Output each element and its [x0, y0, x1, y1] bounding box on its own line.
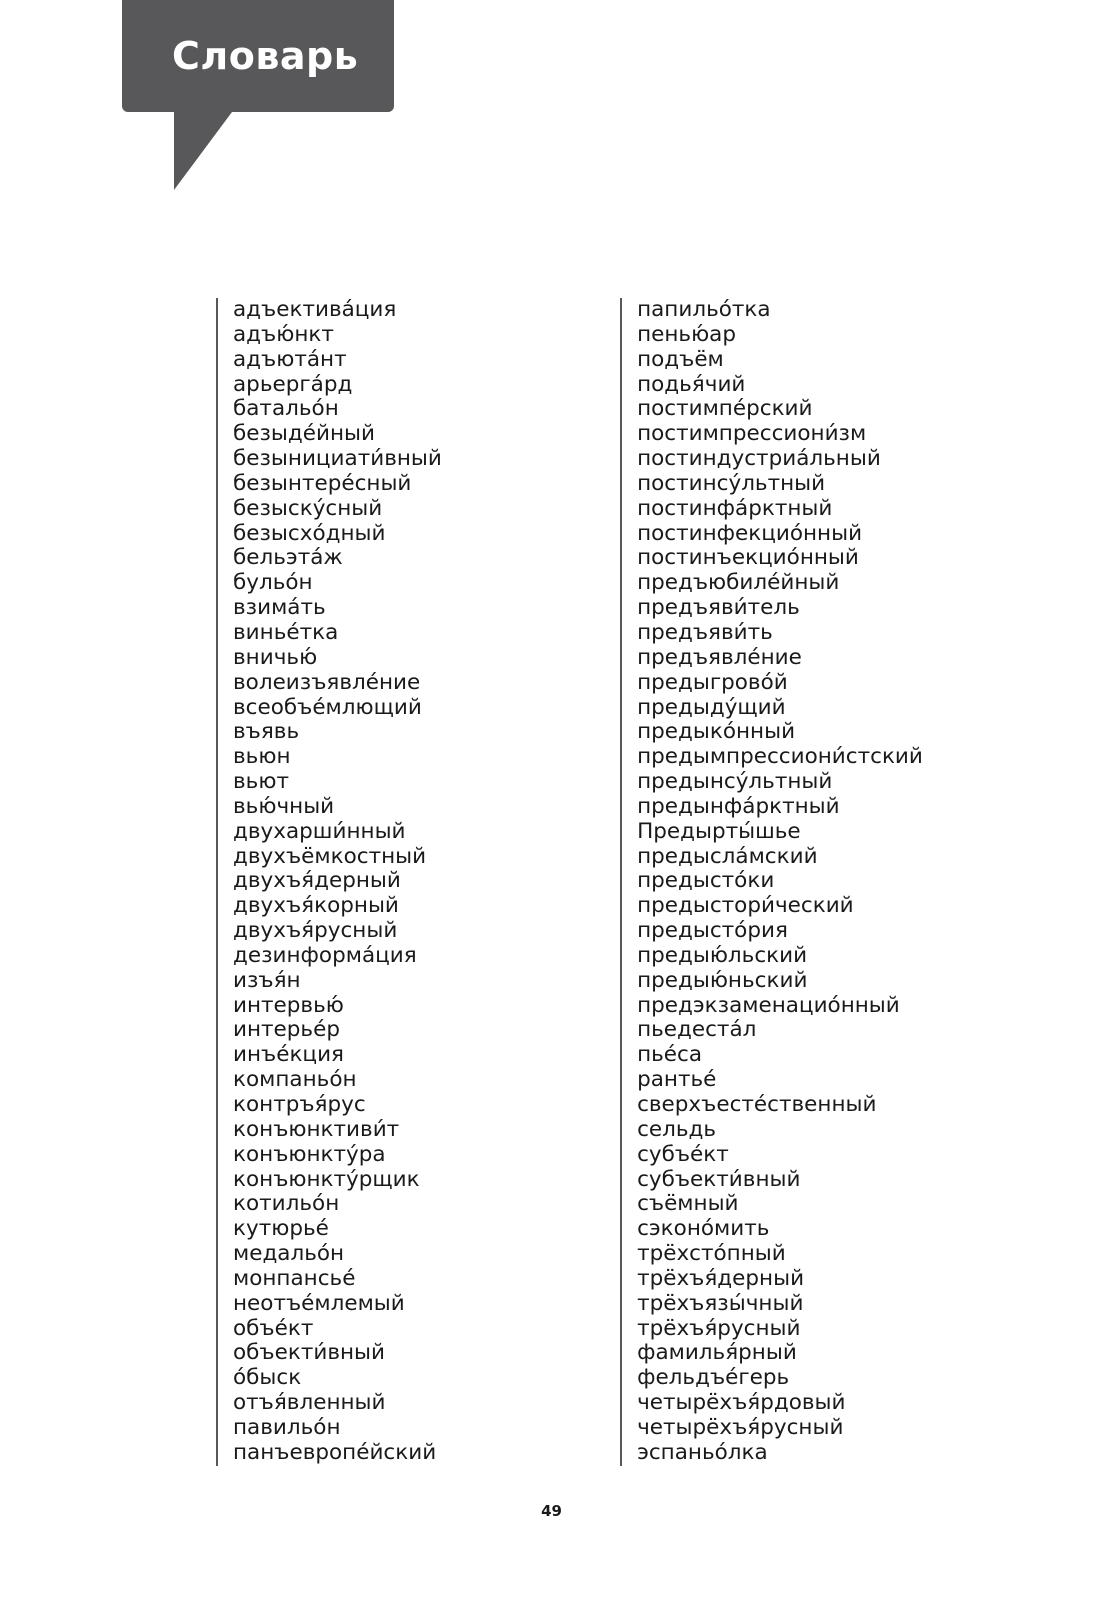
word-entry: въявь: [233, 719, 300, 745]
word-entry: арьерга́рд: [233, 371, 353, 397]
word-entry: вьюн: [233, 744, 291, 770]
word-entry: интервью́: [233, 992, 344, 1018]
word-entry: безыску́сный: [233, 495, 383, 521]
word-entry: батальо́н: [233, 396, 339, 422]
word-entry: дезинформа́ция: [233, 942, 417, 968]
word-entry: безыде́йный: [233, 421, 375, 447]
word-entry: адъюта́нт: [233, 346, 347, 372]
word-entry: двухарши́нный: [233, 818, 406, 844]
word-entry: объекти́вный: [233, 1340, 385, 1366]
word-entry: вничью́: [233, 644, 318, 670]
word-entry: предысто́рия: [637, 918, 788, 944]
word-entry: предыю́льский: [637, 942, 808, 968]
word-entry: двухъя́корный: [233, 893, 399, 919]
word-entry: конъюнктиви́т: [233, 1116, 400, 1142]
word-entry: пье́са: [637, 1042, 703, 1068]
word-entry: павильо́н: [233, 1414, 341, 1440]
word-entry: сверхъесте́ственный: [637, 1092, 877, 1117]
word-entry: бульо́н: [233, 570, 313, 596]
word-entry: безынтере́сный: [233, 470, 412, 496]
word-entry: предынсу́льтный: [637, 769, 833, 795]
page-number: 49: [541, 1502, 562, 1520]
word-entry: интерье́р: [233, 1017, 340, 1043]
word-entry: трёхъя́дерный: [637, 1265, 805, 1291]
word-entry: четырёхъя́русный: [637, 1414, 844, 1440]
word-entry: папильо́тка: [637, 297, 771, 322]
word-entry: волеизъявле́ние: [233, 669, 421, 695]
word-entry: субъекти́вный: [637, 1166, 801, 1192]
word-entry: кутюрье́: [233, 1216, 329, 1242]
word-entry: двухъёмкостный: [233, 843, 427, 869]
word-entry: четырёхъя́рдовый: [637, 1390, 846, 1416]
word-entry: двухъя́русный: [233, 918, 398, 944]
word-entry: предысла́мский: [637, 843, 818, 869]
word-entry: пьедеста́л: [637, 1017, 757, 1043]
word-entry: рантье́: [637, 1067, 717, 1093]
word-entry: постинфа́рктный: [637, 495, 833, 521]
word-entry: фамилья́рный: [637, 1340, 797, 1366]
word-entry: безысхо́дный: [233, 520, 386, 546]
word-entry: Предырты́шье: [637, 818, 801, 844]
header-bubble: [122, 0, 394, 112]
word-entry: предыстори́ческий: [637, 893, 854, 919]
word-entry: трёхъязы́чный: [637, 1290, 804, 1316]
word-entry: постиндустриа́льный: [637, 446, 881, 472]
word-entry: предыю́ньский: [637, 967, 808, 993]
word-entry: предыко́нный: [637, 719, 796, 745]
word-entry: предъяви́тель: [637, 595, 800, 621]
word-entry: фельдъе́герь: [637, 1365, 790, 1391]
word-entry: конъюнкту́ра: [233, 1141, 386, 1167]
word-entry: изъя́н: [233, 967, 301, 993]
word-entry: отъя́вленный: [233, 1390, 386, 1416]
word-entry: субъе́кт: [637, 1141, 729, 1167]
word-entry: котильо́н: [233, 1191, 340, 1217]
header-callout: [122, 0, 394, 190]
word-entry: вьют: [233, 769, 289, 795]
word-entry: подья́чий: [637, 371, 746, 397]
word-entry: монпансье́: [233, 1265, 356, 1291]
word-entry: сельдь: [637, 1116, 717, 1142]
word-entry: безынициати́вный: [233, 446, 442, 472]
word-entry: постинфекцио́нный: [637, 520, 863, 546]
word-entry: предыгрово́й: [637, 669, 788, 695]
word-entry: неотъе́млемый: [233, 1290, 405, 1316]
word-entry: винье́тка: [233, 619, 339, 645]
word-entry: постимпрессиони́зм: [637, 421, 867, 447]
word-entry: постинсу́льтный: [637, 470, 826, 496]
word-entry: двухъя́дерный: [233, 868, 401, 894]
word-entry: трёхъя́русный: [637, 1315, 801, 1341]
word-entry: адъю́нкт: [233, 321, 334, 347]
word-entry: панъевропе́йский: [233, 1439, 437, 1465]
word-entry: предъявле́ние: [637, 644, 802, 670]
word-entry: бельэта́ж: [233, 545, 343, 571]
word-entry: всеобъе́млющий: [233, 694, 422, 720]
word-entry: компаньо́н: [233, 1067, 357, 1093]
word-entry: съёмный: [637, 1191, 739, 1217]
word-entry: сэконо́мить: [637, 1216, 770, 1242]
word-entry: предынфа́рктный: [637, 793, 840, 819]
word-entry: предыду́щий: [637, 694, 786, 720]
word-column-2: [620, 298, 936, 1466]
word-entry: контръя́рус: [233, 1092, 366, 1117]
word-entry: о́быск: [233, 1365, 302, 1391]
word-entry: инъе́кция: [233, 1042, 344, 1068]
word-entry: подъём: [637, 346, 724, 372]
word-entry: предъяви́ть: [637, 619, 773, 645]
word-entry: медальо́н: [233, 1241, 345, 1267]
bubble-tail-icon: [174, 112, 232, 190]
word-entry: конъюнкту́рщик: [233, 1166, 420, 1192]
word-column-1: [216, 298, 522, 1466]
word-entry: вью́чный: [233, 793, 335, 819]
word-entry: постинъекцио́нный: [637, 545, 859, 571]
word-entry: адъектива́ция: [233, 297, 397, 322]
word-entry: предэкзаменацио́нный: [637, 992, 900, 1018]
word-entry: предысто́ки: [637, 868, 775, 894]
word-entry: объе́кт: [233, 1315, 314, 1341]
word-entry: эспаньо́лка: [637, 1439, 768, 1465]
word-entry: трёхсто́пный: [637, 1241, 786, 1267]
word-entry: пенью́ар: [637, 321, 736, 347]
page-title: Словарь: [172, 34, 359, 78]
word-entry: предымпрессиони́стский: [637, 744, 923, 770]
word-entry: постимпе́рский: [637, 396, 813, 422]
word-entry: взима́ть: [233, 595, 326, 621]
word-entry: предъюбиле́йный: [637, 570, 840, 596]
word-list: [216, 298, 936, 1466]
